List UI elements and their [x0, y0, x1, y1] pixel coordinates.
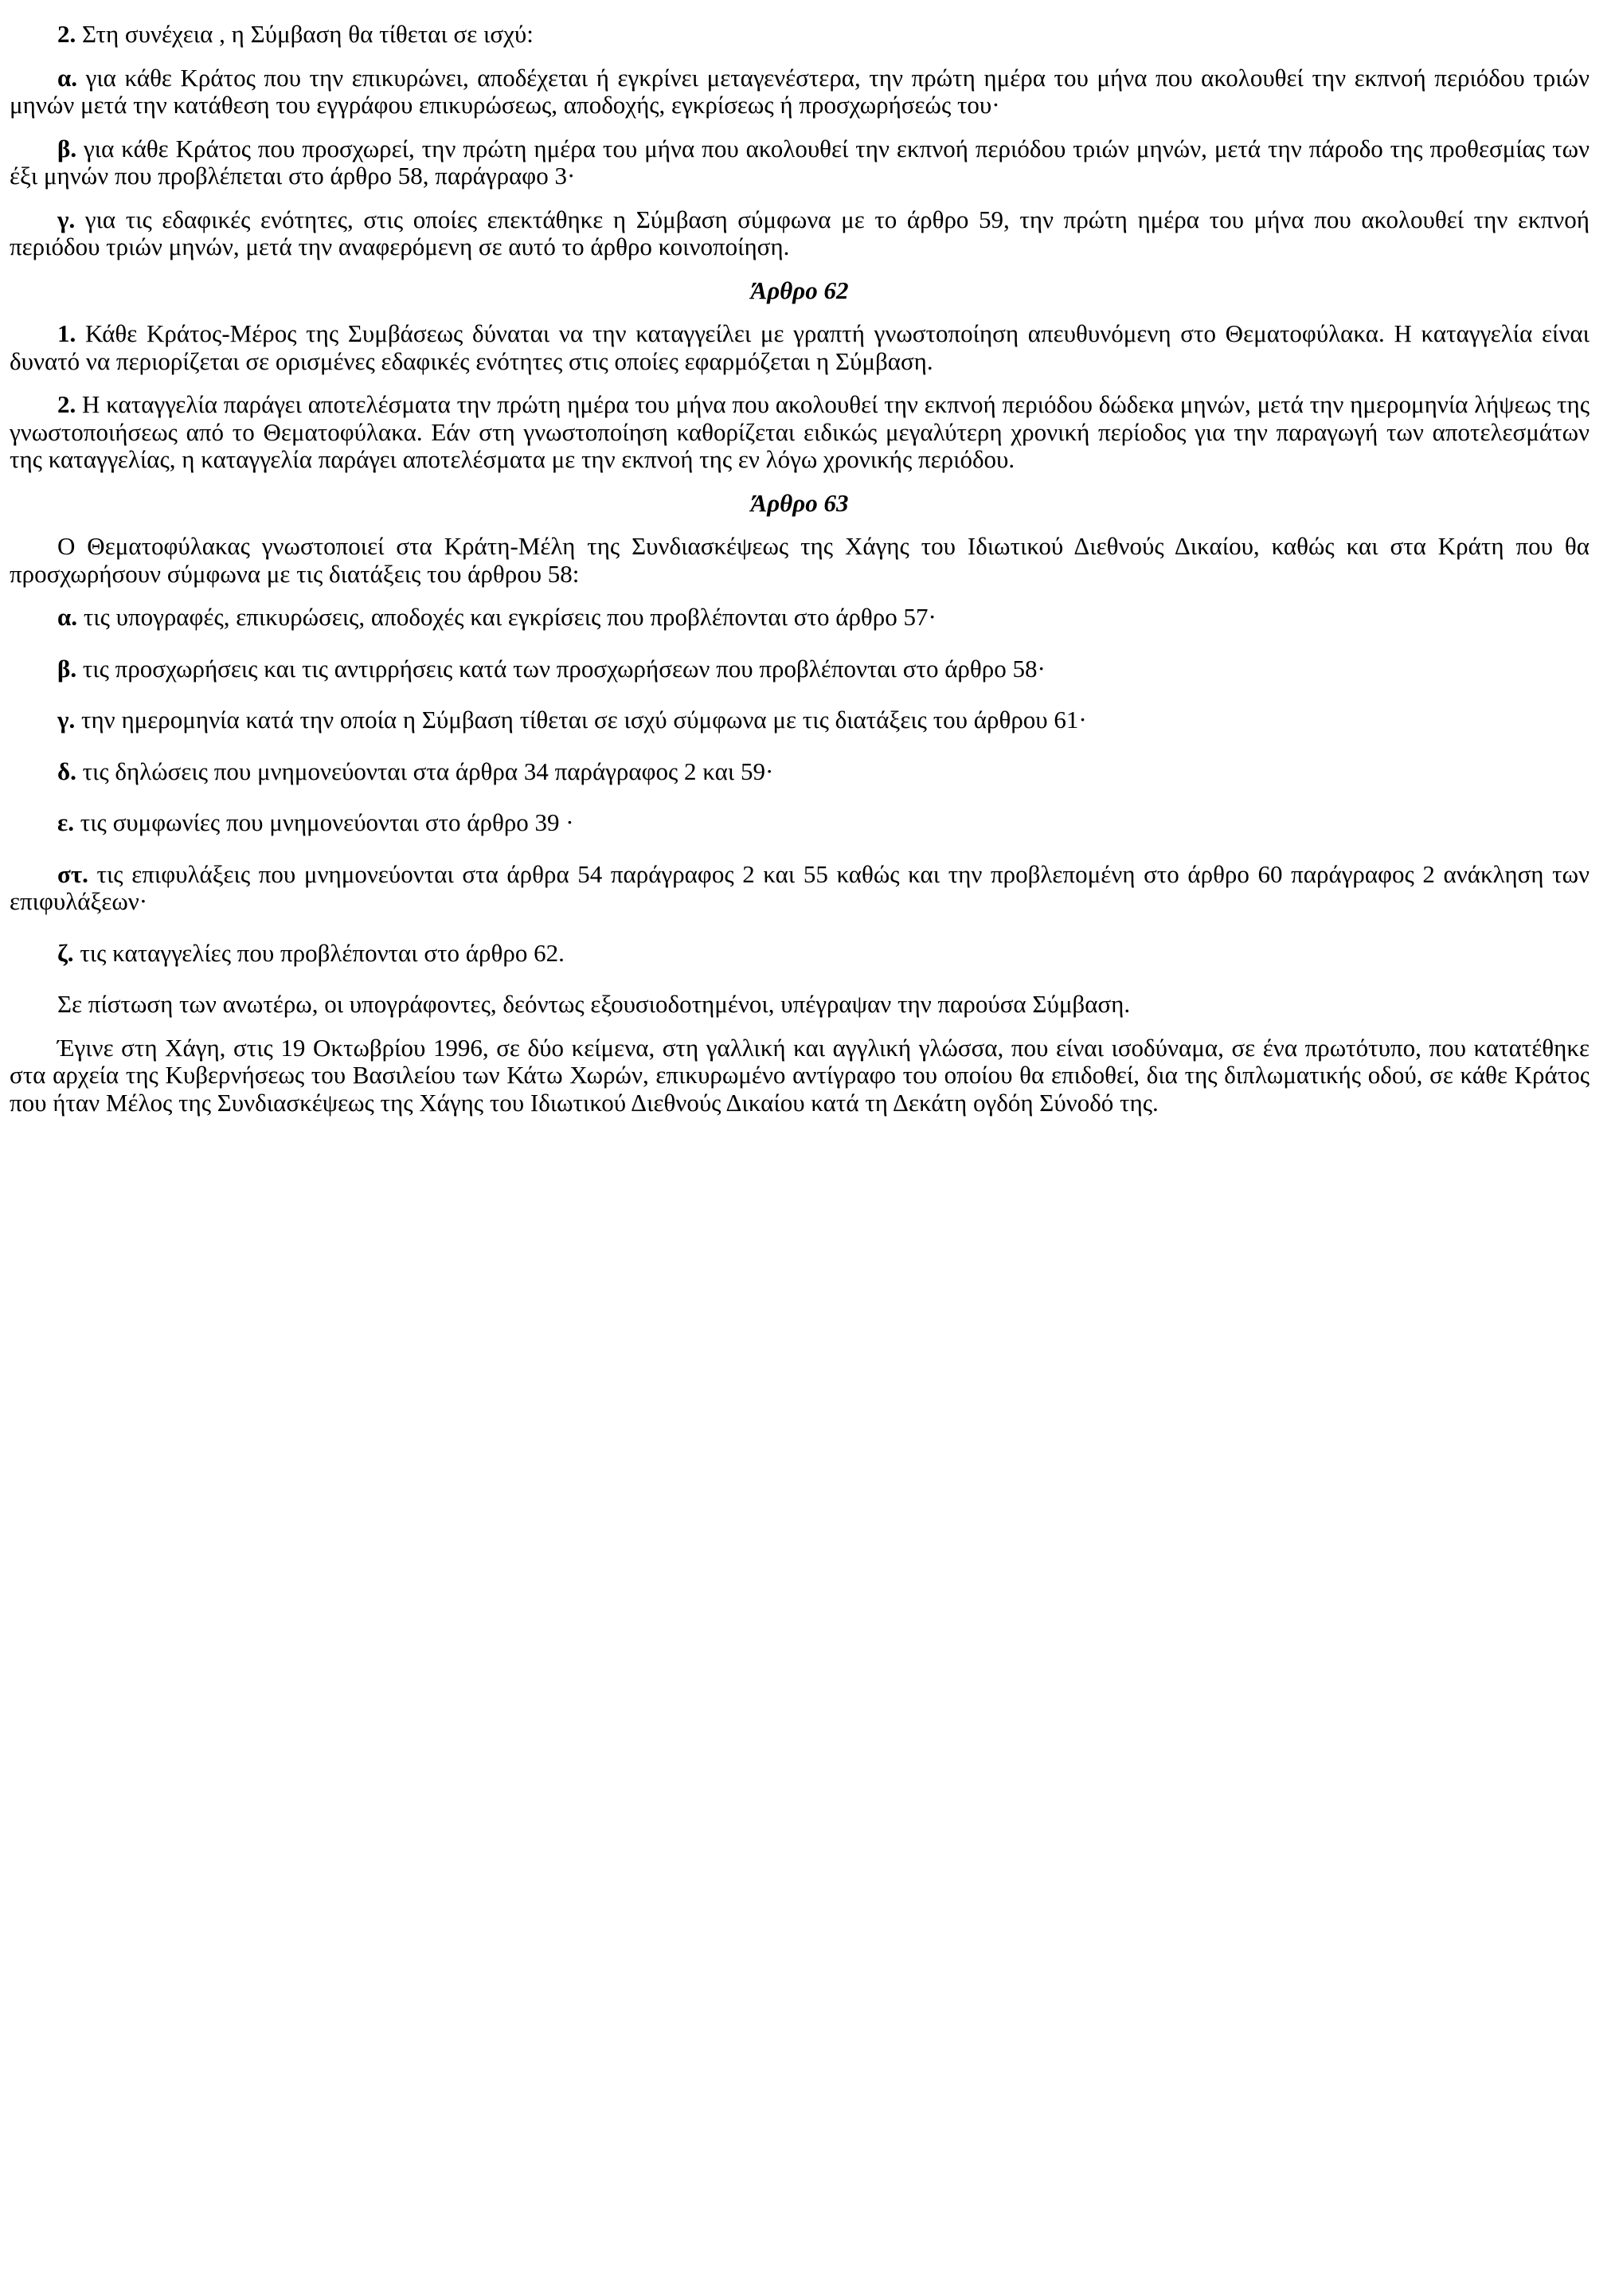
item-text: τις συμφωνίες που μνημονεύονται στο άρθρο 39 · [74, 808, 574, 836]
list-item-alpha [10, 65, 1590, 119]
item-text: τις προσχωρήσεις και τις αντιρρήσεις κατά των προσχωρήσεων που προβλέπονται στο άρθρο 58· [76, 654, 1046, 683]
paragraph-number: 2. [57, 20, 76, 48]
paragraph-text: Κάθε Κράτος-Μέρος της Συμβάσεως δύναται να την καταγγείλει με γραπτή γνωστοποίηση απευθυνόμενη στο Θεματοφύλακα. Η καταγγελία είναι δυνατό να περιορίζεται σε ορισμένες εδαφικές ενότητες στις οποίες εφαρμόζεται η Σύμβαση. [10, 319, 1590, 375]
item-marker: ε. [57, 808, 74, 836]
article-63-item-zeta [10, 940, 1590, 968]
item-text: τις υπογραφές, επικυρώσεις, αποδοχές και εγκρίσεις που προβλέπονται στο άρθρο 57· [77, 603, 937, 631]
list-item-gamma [10, 206, 1590, 261]
article-63-item-epsilon [10, 809, 1590, 837]
list-item-beta [10, 135, 1590, 190]
item-text: τις δηλώσεις που μνημονεύονται στα άρθρα 34 παράγραφος 2 και 59· [76, 757, 774, 785]
article-63-item-alpha [10, 604, 1590, 632]
item-text: για κάθε Κράτος που προσχωρεί, την πρώτη ημέρα του μήνα που ακολουθεί την εκπνοή περιόδου τριών μηνών, μετά την πάροδο της προθεσμίας των έξι μηνών που προβλέπεται στο άρθρο 58, παράγραφο 3· [10, 134, 1590, 190]
item-text: για τις εδαφικές ενότητες, στις οποίες επεκτάθηκε η Σύμβαση σύμφωνα με το άρθρο 59, την πρώτη ημέρα του μήνα που ακολουθεί την εκπνοή περιόδου τριών μηνών, μετά την αναφερόμενη σε αυτό το άρθρο κοινοποίηση. [10, 205, 1590, 260]
item-marker: δ. [57, 757, 76, 785]
article-62-paragraph-2 [10, 391, 1590, 474]
closing-attestation: Σε πίστωση των ανωτέρω, οι υπογράφοντες, δεόντως εξουσιοδοτημένοι, υπέγραψαν την παρούσα Σύμβαση. [57, 990, 1131, 1018]
article-63-heading: Άρθρο 63 [750, 488, 849, 517]
item-marker: γ. [57, 205, 76, 233]
article-63-item-beta [10, 655, 1590, 683]
item-marker: ζ. [57, 938, 74, 967]
item-text: τις επιφυλάξεις που μνημονεύονται στα άρθρα 54 παράγραφος 2 και 55 καθώς και την προβλεπομένη στο άρθρο 60 παράγραφος 2 ανάκληση των επιφυλάξεων· [10, 859, 1590, 915]
item-marker: στ. [57, 859, 88, 888]
article-63-intro: Ο Θεματοφύλακας γνωστοποιεί στα Κράτη-Μέλη της Συνδιασκέψεως της Χάγης του Ιδιωτικού Διεθνούς Δικαίου, καθώς και στα Κράτη που θα προσχωρήσουν σύμφωνα με τις διατάξεις του άρθρου 58: [10, 532, 1590, 588]
closing-done-at: Έγινε στη Χάγη, στις 19 Οκτωβρίου 1996, σε δύο κείμενα, στη γαλλική και αγγλική γλώσσα, που είναι ισοδύναμα, σε ένα πρωτότυπο, που κατατέθηκε στα αρχεία της Κυβερνήσεως του Βασιλείου των Κάτω Χωρών, επικυρωμένο αντίγραφο του οποίου θα επιδοθεί, δια της διπλωματικής οδού, σε κάθε Κράτος που ήταν Μέλος της Συνδιασκέψεως της Χάγης του Ιδιωτικού Διεθνούς Δικαίου κατά τη Δεκάτη ογδόη Σύνοδό της. [10, 1033, 1590, 1117]
item-marker: α. [57, 603, 78, 631]
item-marker: β. [57, 134, 77, 162]
item-marker: γ. [57, 706, 76, 733]
article-62-paragraph-1 [10, 320, 1590, 375]
item-text: για κάθε Κράτος που την επικυρώνει, αποδέχεται ή εγκρίνει μεταγενέστερα, την πρώτη ημέρα του μήνα που ακολουθεί την εκπνοή περιόδου τριών μηνών μετά την κατάθεση του εγγράφου επικυρώσεως, αποδοχής, εγκρίσεως ή προσχωρήσεώς του· [10, 63, 1590, 119]
article-62-heading: Άρθρο 62 [750, 276, 849, 304]
item-text: τις καταγγελίες που προβλέπονται στο άρθρο 62. [73, 938, 565, 967]
paragraph-number: 1. [57, 319, 76, 347]
paragraph-number: 2. [57, 390, 76, 418]
item-text: την ημερομηνία κατά την οποία η Σύμβαση τίθεται σε ισχύ σύμφωνα με τις διατάξεις του άρθρου 61· [75, 706, 1087, 733]
article-63-item-stigma [10, 861, 1590, 916]
paragraph-text: Η καταγγελία παράγει αποτελέσματα την πρώτη ημέρα του μήνα που ακολουθεί την εκπνοή περιόδου δώδεκα μηνών, μετά την ημερομηνία λήψεως της γνωστοποιήσεως από το Θεματοφύλακα. Εάν στη γνωστοποίηση καθορίζεται ειδικώς μεγαλύτερη χρονική περίοδος για την παραγωγή των αποτελεσμάτων της καταγγελίας, η καταγγελία παράγει αποτελέσματα με την εκπνοή της εν λόγω χρονικής περιόδου. [10, 390, 1590, 473]
article-63-item-delta [10, 758, 1590, 786]
item-marker: β. [57, 654, 77, 683]
paragraph-text: Στη συνέχεια , η Σύμβαση θα τίθεται σε ισχύ: [76, 20, 534, 48]
document-page [10, 21, 1590, 1132]
item-marker: α. [57, 63, 78, 92]
article-63-item-gamma [10, 706, 1590, 734]
paragraph-entry-into-force [10, 21, 1590, 49]
